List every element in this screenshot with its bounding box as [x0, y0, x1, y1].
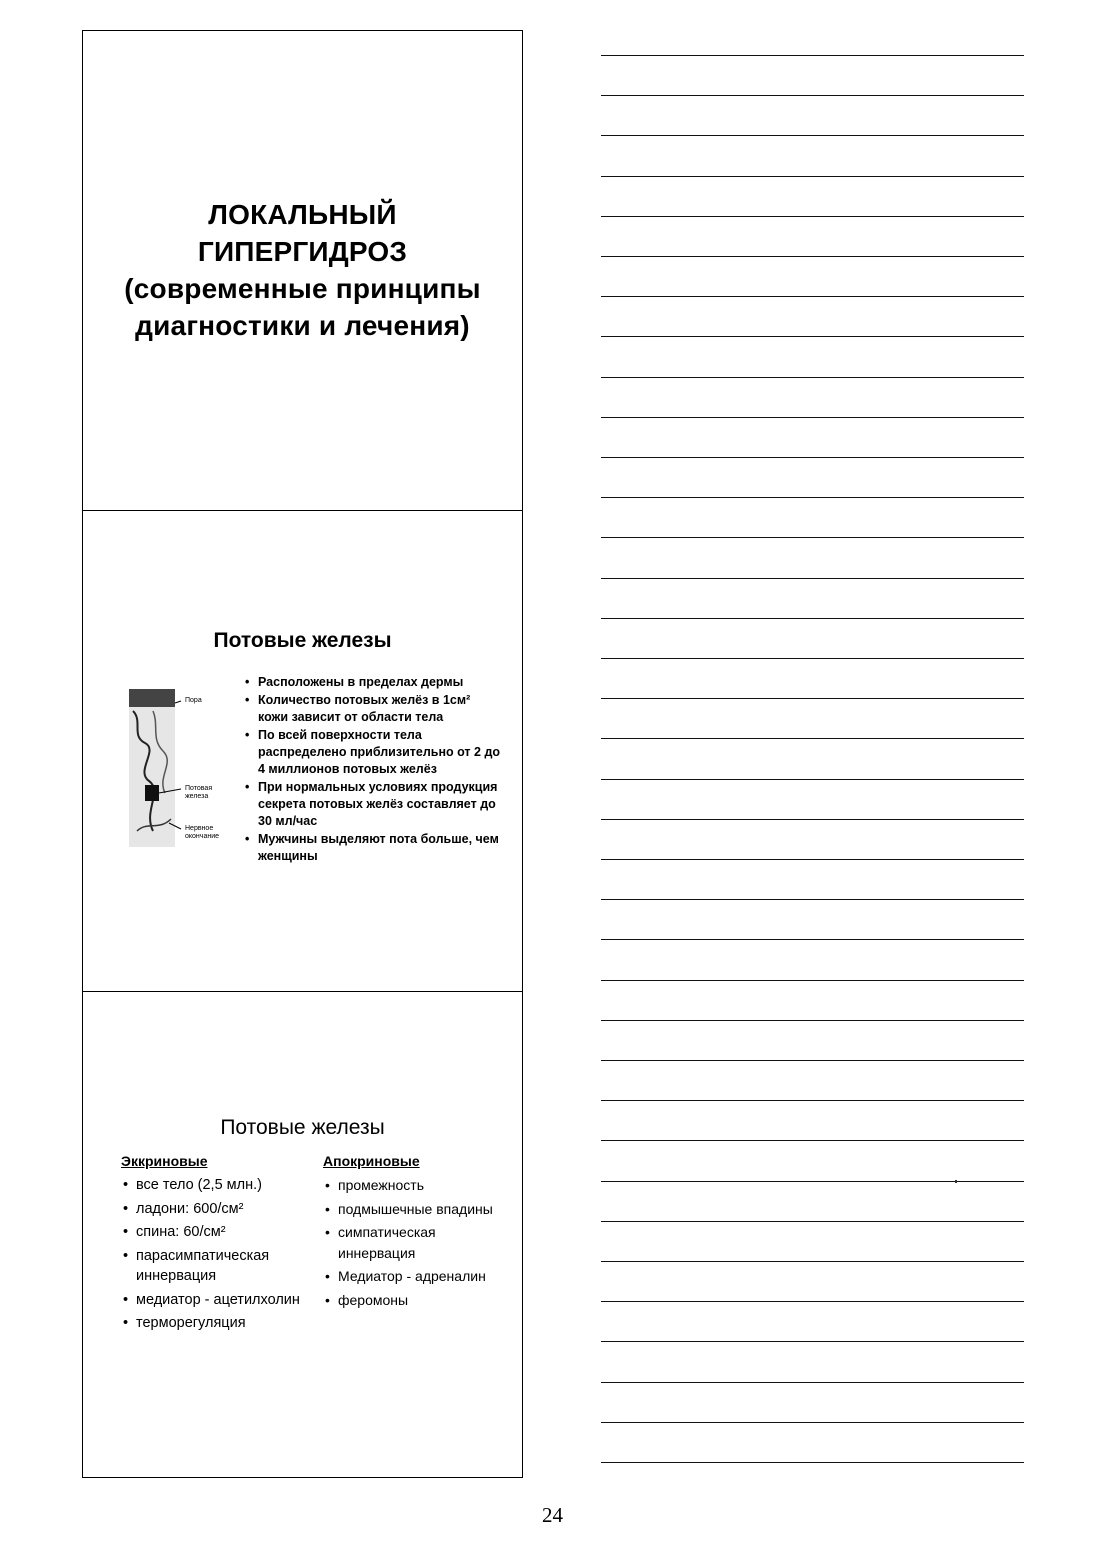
- note-line: [601, 1060, 1024, 1061]
- note-line: [601, 55, 1024, 56]
- note-line: [601, 216, 1024, 217]
- slide-sweat-glands-types: [83, 992, 522, 1479]
- list-item: • феромоны: [323, 1290, 513, 1311]
- note-line: [601, 899, 1024, 900]
- list-item: • Мужчины выделяют пота больше, чем женщины: [243, 831, 503, 865]
- page-number: 24: [542, 1503, 563, 1527]
- note-line: [601, 1301, 1024, 1302]
- list-item: • все тело (2,5 млн.): [121, 1175, 311, 1196]
- note-line: [601, 1181, 1024, 1182]
- slide-heading: Потовые железы: [220, 1116, 385, 1139]
- note-line: [601, 1140, 1024, 1141]
- note-line: [601, 779, 1024, 780]
- note-line: [601, 176, 1024, 177]
- note-line: [601, 859, 1024, 860]
- note-line: [601, 457, 1024, 458]
- note-line: [601, 336, 1024, 337]
- main-title: [83, 196, 522, 344]
- column-heading: Эккриновые: [121, 1153, 208, 1169]
- bullet-list: [243, 674, 503, 866]
- list-item: • По всей поверхности тела распределено приблизительно от 2 до 4 миллионов потовых желёз: [243, 727, 503, 778]
- note-line: [601, 1382, 1024, 1383]
- note-line: [601, 1261, 1024, 1262]
- note-line: [601, 256, 1024, 257]
- scan-speck: [955, 1180, 957, 1183]
- note-line: [601, 939, 1024, 940]
- apocrine-column: [323, 1153, 513, 1313]
- list-item: • промежность: [323, 1175, 513, 1196]
- note-line: [601, 497, 1024, 498]
- note-line: [601, 1020, 1024, 1021]
- note-line: [601, 296, 1024, 297]
- main-title-line: диагностики и лечения): [135, 310, 470, 341]
- slide-title: [83, 31, 522, 511]
- list-item: • Расположены в пределах дермы: [243, 674, 503, 691]
- main-title-line: ГИПЕРГИДРОЗ: [197, 236, 408, 267]
- list-item: • симпатическая иннервация: [323, 1222, 513, 1263]
- list-item: • ладони: 600/см²: [121, 1199, 311, 1220]
- pore-label: Пора: [185, 697, 202, 704]
- note-line: [601, 377, 1024, 378]
- apocrine-list: [323, 1175, 513, 1310]
- note-line: [601, 1422, 1024, 1423]
- note-line: [601, 618, 1024, 619]
- slides-column: [82, 30, 523, 1478]
- slide-heading: Потовые железы: [213, 629, 392, 652]
- slide-sweat-glands-overview: [83, 511, 522, 992]
- note-line: [601, 980, 1024, 981]
- note-line: [601, 819, 1024, 820]
- list-item: • медиатор - ацетилхолин: [121, 1290, 311, 1311]
- main-title-line: (современные принципы: [124, 273, 481, 304]
- list-item: • Медиатор - адреналин: [323, 1266, 513, 1287]
- eccrine-list: [121, 1175, 311, 1334]
- note-line: [601, 1462, 1024, 1463]
- list-item: • При нормальных условиях продукция секрета потовых желёз составляет до 30 мл/час: [243, 779, 503, 830]
- eccrine-column: [121, 1153, 311, 1337]
- note-lines: [601, 0, 1024, 1565]
- note-line: [601, 1100, 1024, 1101]
- note-line: [601, 537, 1024, 538]
- nerve-ending-label: Нервное окончание: [185, 825, 220, 840]
- list-item: • терморегуляция: [121, 1313, 311, 1334]
- note-line: [601, 417, 1024, 418]
- note-line: [601, 1341, 1024, 1342]
- note-line: [601, 698, 1024, 699]
- note-line: [601, 135, 1024, 136]
- column-heading: Апокриновые: [323, 1153, 420, 1169]
- list-item: • подмышечные впадины: [323, 1199, 513, 1220]
- main-title-line: ЛОКАЛЬНЫЙ: [208, 199, 397, 230]
- note-line: [601, 578, 1024, 579]
- note-line: [601, 738, 1024, 739]
- gland-label: Потовая железа: [185, 785, 213, 800]
- note-line: [601, 95, 1024, 96]
- list-item: • спина: 60/см²: [121, 1222, 311, 1243]
- sweat-gland-figure: [123, 681, 263, 856]
- list-item: • Количество потовых желёз в 1см² кожи зависит от области тела: [243, 692, 503, 726]
- note-line: [601, 1221, 1024, 1222]
- list-item: • парасимпатическая иннервация: [121, 1246, 311, 1287]
- note-line: [601, 658, 1024, 659]
